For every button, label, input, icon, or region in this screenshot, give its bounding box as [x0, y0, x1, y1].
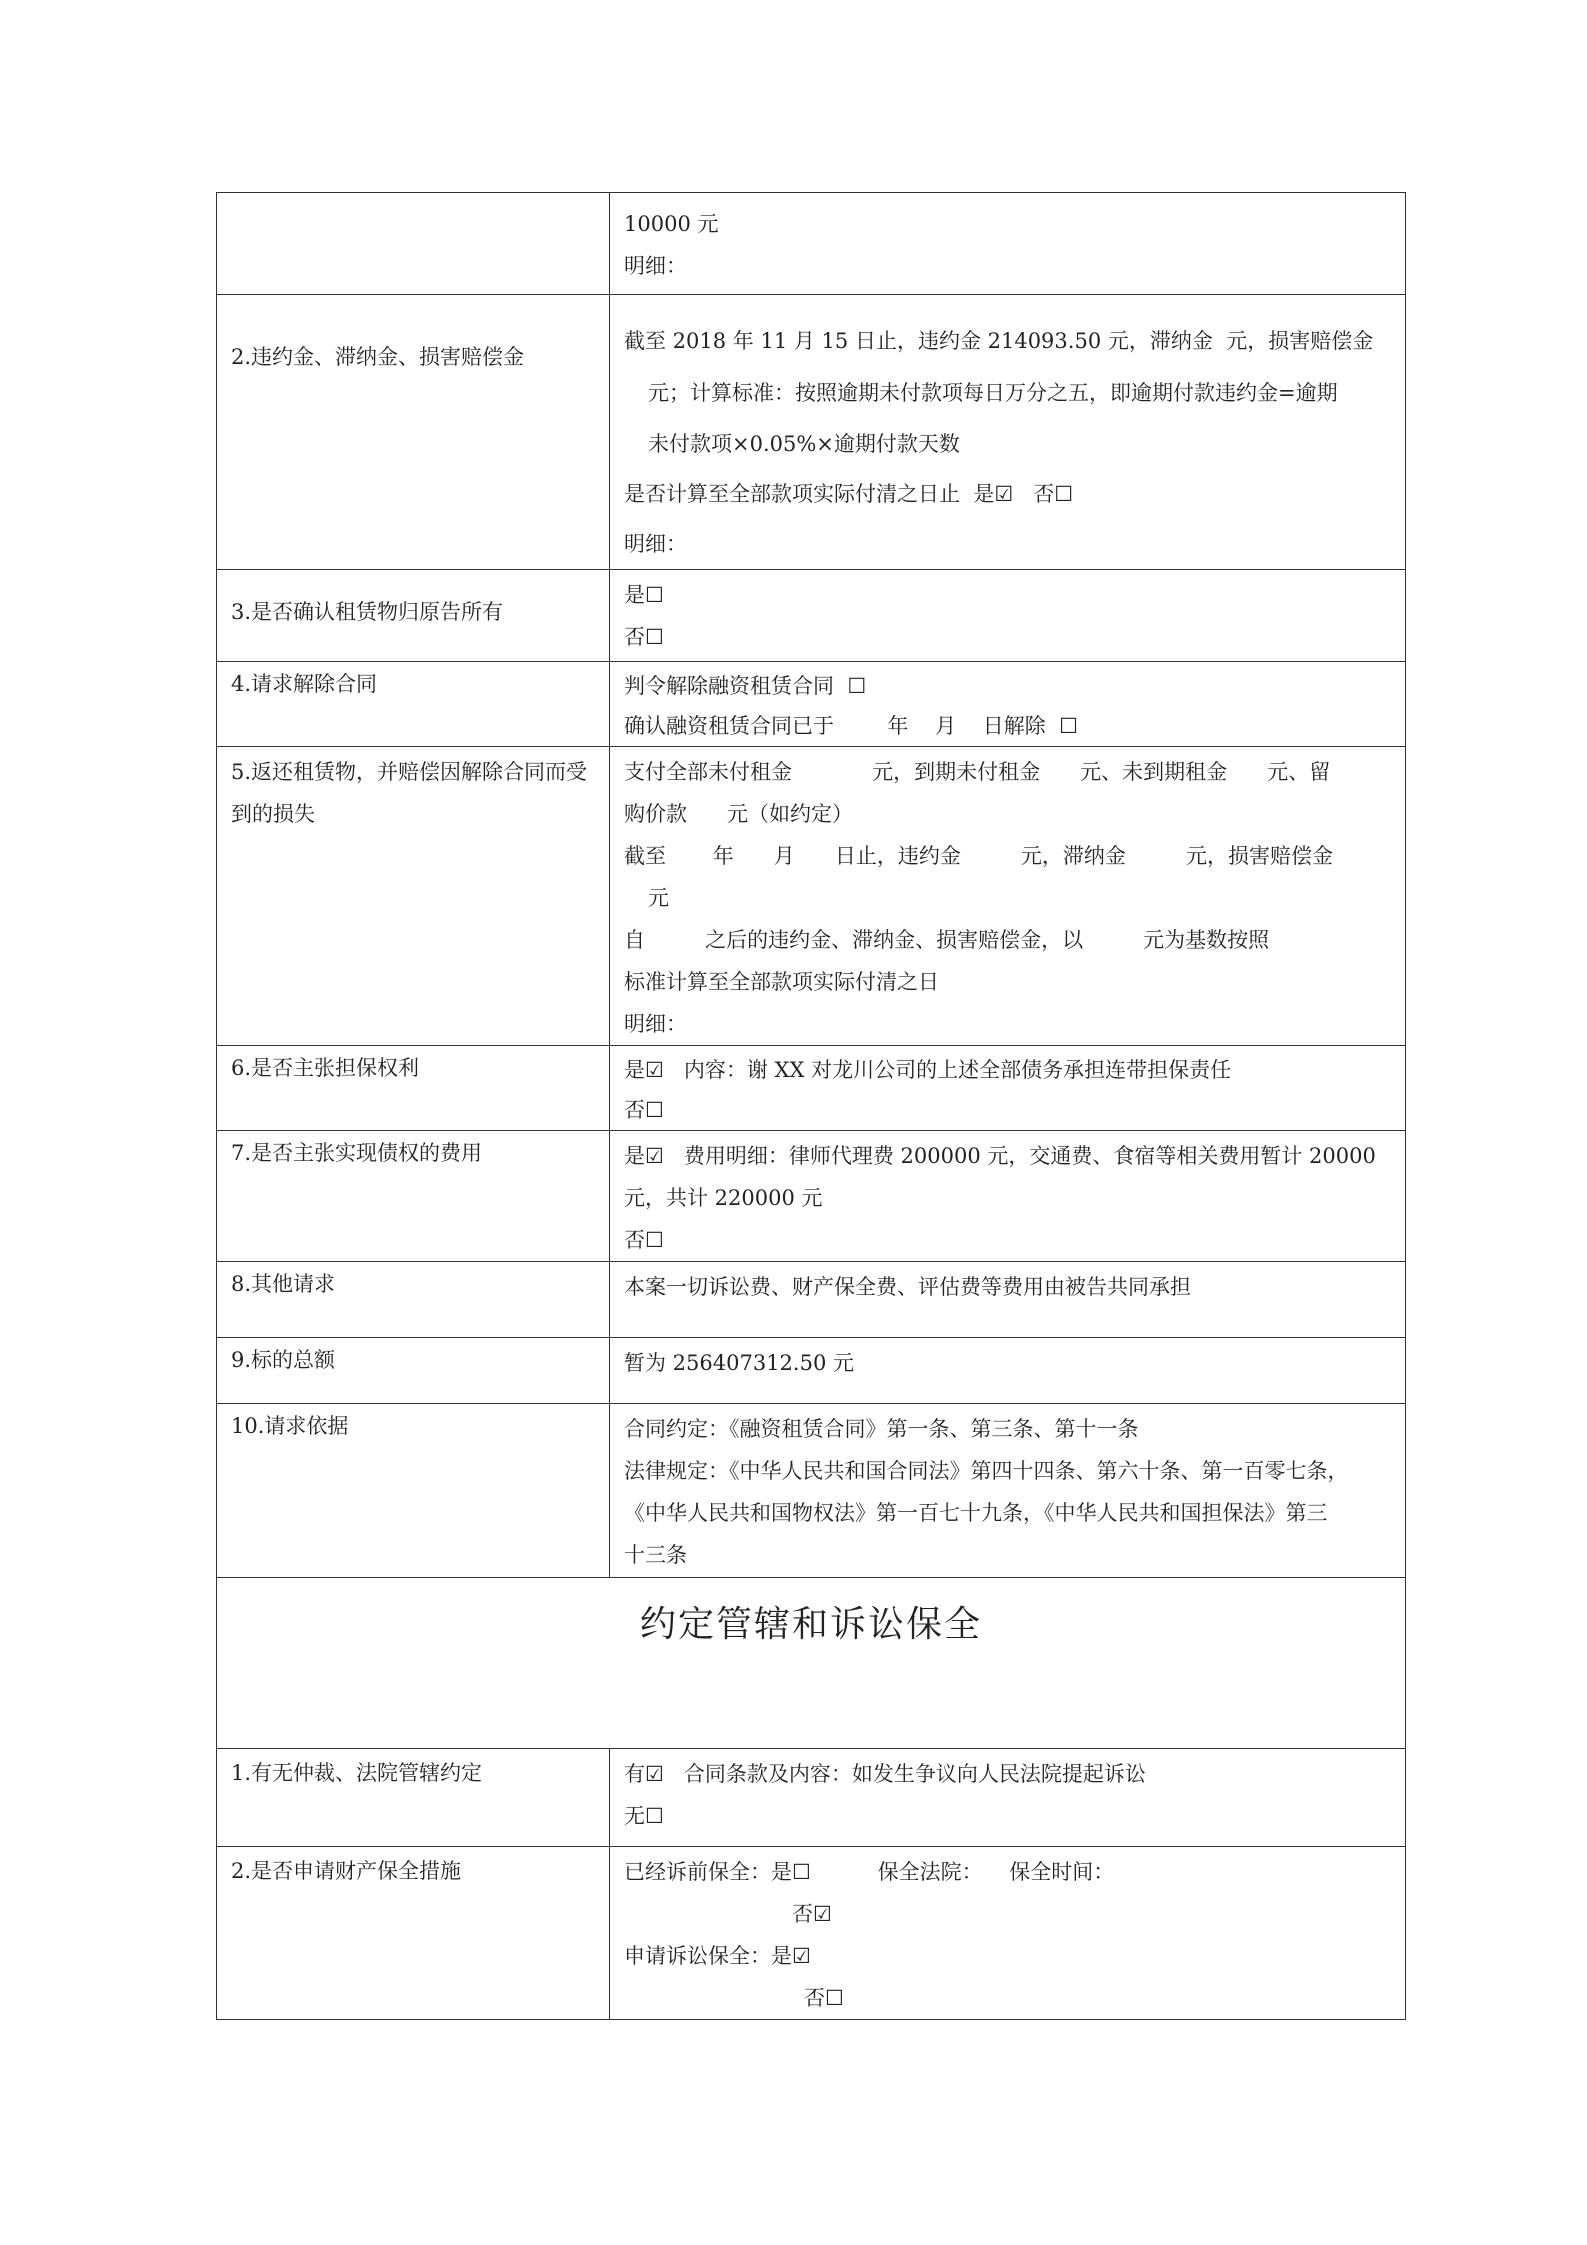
content-line: 是否计算至全部款项实际付清之日止 是☑ 否☐ [624, 482, 1074, 506]
table-row [217, 1404, 1406, 1578]
content-line: 已经诉前保全：是☐ 保全法院： 保全时间： [624, 1860, 1115, 1884]
table-row [217, 747, 1406, 1046]
table-row [217, 570, 1406, 662]
row-content [610, 1847, 1406, 2020]
row-content [610, 1338, 1406, 1404]
row-content [610, 570, 1406, 662]
content-line: 有☑ 合同条款及内容：如发生争议向人民法院提起诉讼 [624, 1762, 1146, 1786]
content-line: 暂为 256407312.50 元 [624, 1351, 854, 1375]
content-line: 截至 2018 年 11 月 15 日止，违约金 214093.50 元，滞纳金 元，损害赔偿金 [624, 329, 1374, 353]
content-line: 明细： [624, 254, 687, 278]
row-content [610, 1404, 1406, 1578]
table-row [217, 1046, 1406, 1131]
row-label: 8.其他请求 [217, 1262, 610, 1338]
row-content [610, 193, 1406, 295]
row-label: 7.是否主张实现债权的费用 [217, 1131, 610, 1262]
content-line: 《中华人民共和国物权法》第一百七十九条，《中华人民共和国担保法》第三 [624, 1501, 1328, 1525]
content-line: 标准计算至全部款项实际付清之日 [624, 970, 939, 994]
content-line: 否☐ [804, 1986, 844, 2010]
content-line: 十三条 [624, 1543, 687, 1567]
row-content [610, 1749, 1406, 1847]
row-content [610, 662, 1406, 747]
row-content [610, 1262, 1406, 1338]
table-row [217, 1131, 1406, 1262]
content-line: 是☑ 费用明细：律师代理费 200000 元，交通费、食宿等相关费用暂计 20000 [624, 1144, 1376, 1168]
content-line: 无☐ [624, 1804, 664, 1828]
content-line: 法律规定：《中华人民共和国合同法》第四十四条、第六十条、第一百零七条， [624, 1459, 1349, 1483]
row-label: 1.有无仲裁、法院管辖约定 [217, 1749, 610, 1847]
content-line: 是☐ [624, 583, 664, 607]
content-line: 元 [648, 886, 669, 910]
row-label: 2.是否申请财产保全措施 [217, 1847, 610, 2020]
row-content [610, 295, 1406, 570]
table-row [217, 1262, 1406, 1338]
row-label: 3.是否确认租赁物归原告所有 [217, 570, 610, 662]
row-label: 6.是否主张担保权利 [217, 1046, 610, 1131]
content-line: 否☐ [624, 1098, 664, 1122]
content-line: 否☐ [624, 1228, 664, 1252]
row-content [610, 1131, 1406, 1262]
row-content [610, 1046, 1406, 1131]
content-line: 合同约定：《融资租赁合同》第一条、第三条、第十一条 [624, 1417, 1139, 1441]
content-line: 申请诉讼保全：是☑ [624, 1944, 811, 1968]
content-line: 购价款 元（如约定） [624, 802, 854, 826]
content-line: 确认融资租赁合同已于 年 月 日解除 ☐ [624, 714, 1078, 738]
table-row [217, 1338, 1406, 1404]
content-line: 支付全部未付租金 元，到期未付租金 元、未到期租金 元、留 [624, 760, 1331, 784]
table-row [217, 295, 1406, 570]
content-line: 否☑ [792, 1902, 832, 1926]
section-title: 约定管辖和诉讼保全 [217, 1578, 1406, 1749]
content-line: 元，共计 220000 元 [624, 1186, 823, 1210]
row-label: 10.请求依据 [217, 1404, 610, 1578]
table-row [217, 662, 1406, 747]
table-row [217, 1847, 1406, 2020]
row-content [610, 747, 1406, 1046]
row-label [217, 193, 610, 295]
content-line: 判令解除融资租赁合同 ☐ [624, 674, 867, 698]
content-line: 10000 元 [624, 212, 719, 236]
row-label: 2.违约金、滞纳金、损害赔偿金 [217, 295, 610, 570]
table-row [217, 193, 1406, 295]
content-line: 本案一切诉讼费、财产保全费、评估费等费用由被告共同承担 [624, 1275, 1191, 1299]
content-line: 否☐ [624, 625, 664, 649]
content-line: 是☑ 内容：谢 XX 对龙川公司的上述全部债务承担连带担保责任 [624, 1058, 1232, 1082]
content-line: 明细： [624, 532, 687, 556]
content-line: 明细： [624, 1012, 687, 1036]
content-line: 元；计算标准：按照逾期未付款项每日万分之五，即逾期付款违约金=逾期 [648, 381, 1338, 405]
section-header-row [217, 1578, 1406, 1749]
row-label: 9.标的总额 [217, 1338, 610, 1404]
row-label: 4.请求解除合同 [217, 662, 610, 747]
content-line: 截至 年 月 日止，违约金 元，滞纳金 元，损害赔偿金 [624, 844, 1333, 868]
row-label: 5.返还租赁物，并赔偿因解除合同而受到的损失 [217, 747, 610, 1046]
content-line: 自 之后的违约金、滞纳金、损害赔偿金，以 元为基数按照 [624, 928, 1270, 952]
table-row [217, 1749, 1406, 1847]
content-line: 未付款项×0.05%×逾期付款天数 [648, 432, 960, 456]
claims-table [216, 192, 1406, 2020]
